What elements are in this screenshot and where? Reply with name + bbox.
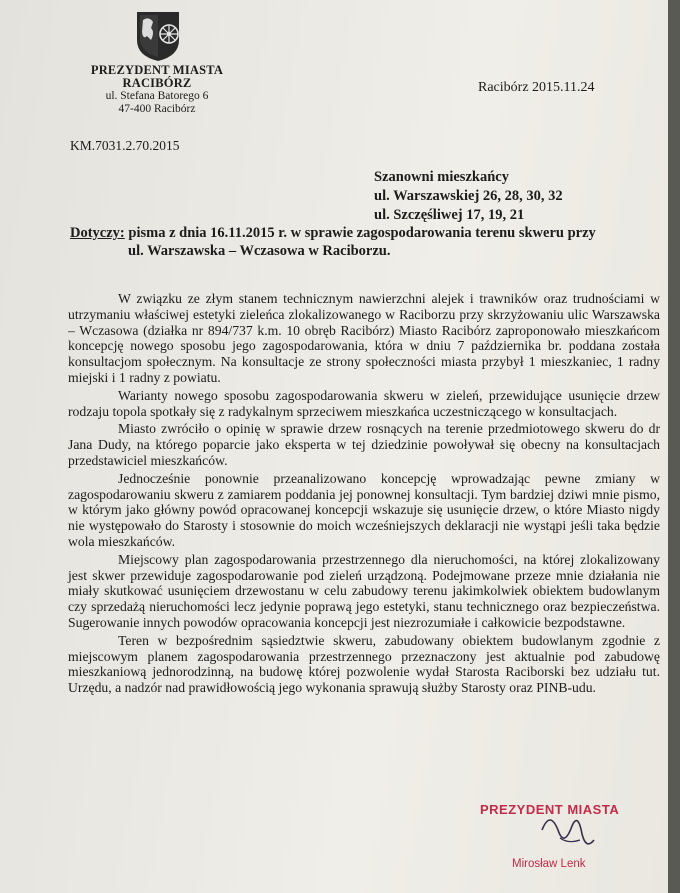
subject-text-2: ul. Warszawska – Wczasowa w Raciborzu.: [128, 243, 391, 259]
recipient-address-2: ul. Szczęśliwej 17, 19, 21: [374, 207, 525, 223]
signature-stamp-title: PREZYDENT MIASTA: [480, 802, 620, 817]
letter-body: [68, 291, 660, 696]
body-paragraph: Teren w bezpośrednim sąsiedztwie skweru, zabudowany obiektem budowlanym zgodnie z miejscowym planem zagospodarowania przestrzennego przeznaczony jest aktualnie pod zabudowę mieszkaniową jednorodzinną, na budowę której pozwolenie wydał Starosta Raciborski bez udziału tut. Urzędu, a nadzór nad prawidłowością jego wykonania sprawują służby Starosty oraz PINB-udu.: [68, 632, 660, 696]
letter-date: Racibórz 2015.11.24: [478, 80, 595, 95]
signature-stamp-name: Mirosław Lenk: [512, 858, 586, 870]
letterhead-street: ul. Stefana Batorego 6: [105, 90, 209, 102]
letterhead: [82, 64, 232, 116]
body-paragraph: Warianty nowego sposobu zagospodarowania skweru w zieleń, przewidujące usunięcie drzew rodzaju topola spotkały się z radykalnym sprzeciwem mieszkańca uczestniczącego w konsultacjach.: [68, 387, 660, 419]
body-paragraph: Jednocześnie ponownie przeanalizowano koncepcję wprowadzając pewne zmiany w zagospodarowaniu skweru z zamiarem poddania jej ponownej konsultacji. Tym bardziej dziwi mnie pismo, w którym jako główny powód opracowanej koncepcji wskazuje się usunięcie drzew, o które Miasto nigdy nie występowało do Starosty i stosownie do moich wcześniejszych deklaracji nie wystąpi jeśli taka będzie wola mieszkańców.: [68, 470, 660, 549]
recipient-greeting: Szanowni mieszkańcy: [374, 169, 509, 185]
subject-line: [70, 224, 650, 260]
recipient-address-1: ul. Warszawskiej 26, 28, 30, 32: [374, 188, 563, 204]
body-paragraph: Miejscowy plan zagospodarowania przestrzennego dla nieruchomości, na której zlokalizowany jest skwer przewiduje zagospodarowanie pod zieleń urządzoną. Podejmowane przeze mnie działania nie miały skutkować usunięciem drzewostanu w celu zabudowy terenu jakimkolwiek obiektem budowlanym czy sprzedażą nieruchomości lecz jedynie poprawą jego estetyki, stanu technicznego oraz bezpieczeństwa. Sugerowanie innych powodów opracowania koncepcji jest niezrozumiałe i całkowicie bezpodstawne.: [68, 551, 660, 630]
city-coat-of-arms-icon: [135, 10, 181, 62]
letterhead-title: PREZYDENT MIASTA: [90, 63, 224, 77]
body-paragraph: Miasto zwróciło o opinię w sprawie drzew rosnących na terenie przedmiotowego skweru do dr Jana Dudy, na którego poparcie jako eksperta w tej dziedzinie powoływał się obecny na konsultacjach przedstawiciel mieszkańców.: [68, 421, 660, 468]
subject-label: Dotyczy:: [70, 225, 125, 241]
letterhead-city: RACIBÓRZ: [122, 76, 192, 90]
letterhead-postcode: 47-400 Racibórz: [118, 103, 196, 115]
reference-number: KM.7031.2.70.2015: [70, 138, 180, 153]
body-paragraph: W związku ze złym stanem technicznym nawierzchni alejek i trawników oraz trudnościami w utrzymaniu właściwej estetyki zieleńca zlokalizowanego w Raciborzu przy skrzyżowaniu ulic Warszawska – Wczasowa (działka nr 894/737 k.m. 10 obręb Racibórz) Miasto Racibórz zaproponowało mieszkańcom koncepcję nowego sposobu jego zagospodarowania, która w dniu 7 października br. poddana została konsultacjom społecznym. Na konsultacje ze strony społeczności miasta przybył 1 mieszkaniec, 1 radny miejski i 1 radny z powiatu.: [68, 291, 660, 385]
subject-text: pisma z dnia 16.11.2015 r. w sprawie zagospodarowania terenu skweru przy: [124, 225, 596, 241]
recipient-block: [374, 168, 563, 225]
